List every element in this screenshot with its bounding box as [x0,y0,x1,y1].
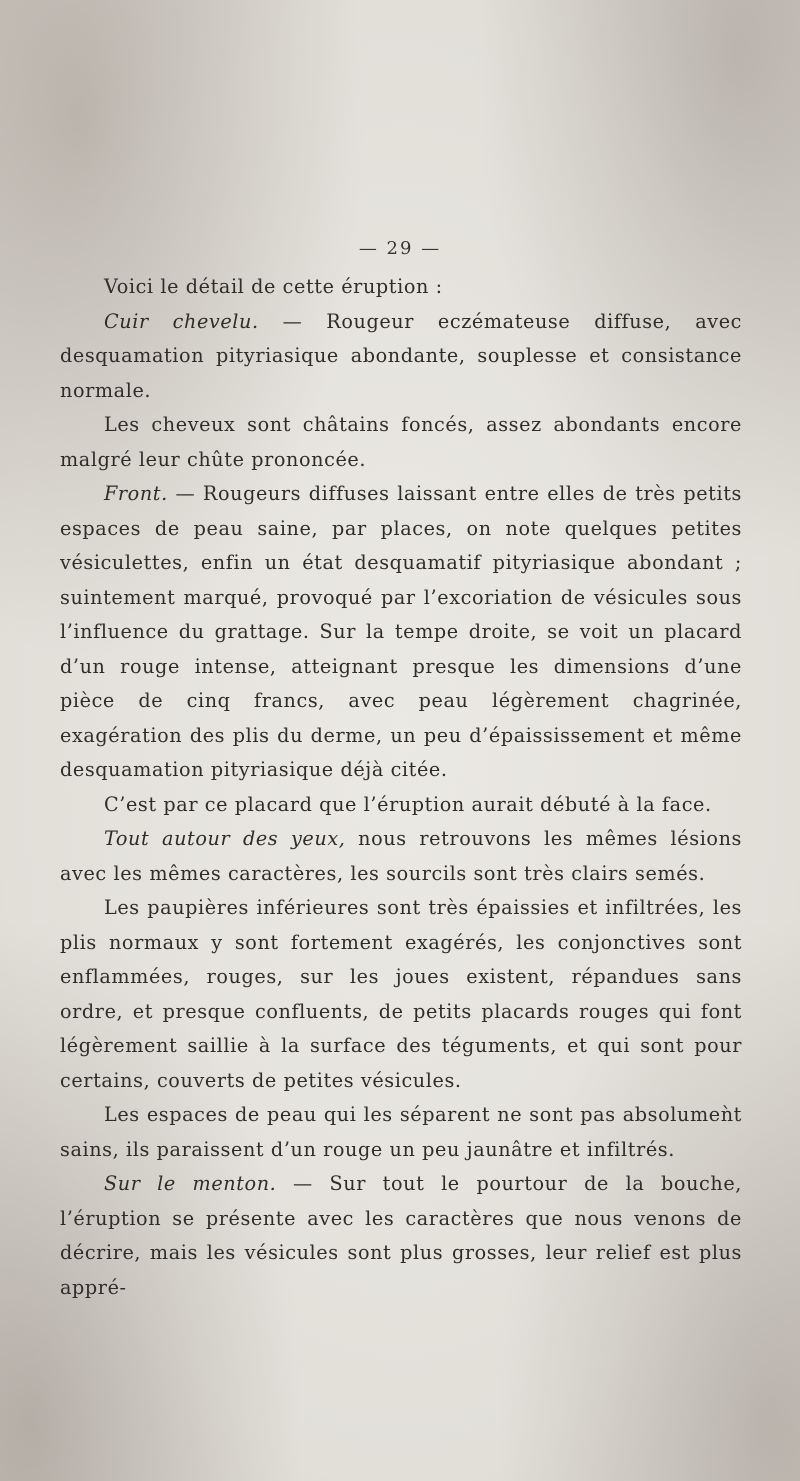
paragraph-menton [60,1167,742,1305]
paragraph-text: Les paupières inférieures sont très épaissies et infiltrées, les plis normaux y sont fortement exagérés, les conjonctives sont enflammées, rouges, sur les joues existent, répandues sans ordre, et presque confluents, de petits placards rouges qui font légèrement saillie à la surface des téguments, et qui sont pour certains, couverts de petites vésicules. [60,896,742,1092]
paragraph-intro [60,270,742,305]
paragraph-cuir-chevelu [60,305,742,409]
paragraph-text: — Rougeur eczémateuse diffuse, avec desquamation pityriasique abondante, souplesse et consistance normale. [60,309,742,402]
paragraph-text: Les cheveux sont châtains foncés, assez abondants encore malgré leur chûte prononcée. [60,413,742,471]
paragraph-text: C’est par ce placard que l’éruption aurait débuté à la face. [104,792,712,816]
section-lead-in: Cuir chevelu. [104,309,259,333]
section-lead-in: Sur le menton. [104,1172,277,1195]
paragraph-placard [60,788,742,823]
paragraph-paupieres [60,891,742,1098]
paragraph-front [60,477,742,788]
section-lead-in: Tout autour des yeux, [104,827,346,850]
paragraph-text: Voici le détail de cette éruption : [104,275,443,298]
paragraph-yeux [60,822,742,891]
paragraph-espaces [60,1098,742,1167]
paragraph-text: — Sur tout le pourtour de la bouche, l’éruption se présente avec les caractères que nous venons de décrire, mais les vésicules sont plus grosses, leur relief est plus appré- [60,1172,742,1299]
page-number: — 29 — [358,238,442,259]
section-lead-in: Front. [104,482,168,505]
paragraph-text: nous retrouvons les mêmes lésions avec les mêmes caractères, les sourcils sont très clairs semés. [60,827,742,885]
paragraph-text: Les espaces de peau qui les séparent ne sont pas absolumeǹt sains, ils paraissent d’un rouge un peu jaunâtre et infiltrés. [60,1103,742,1161]
paragraph-text: — Rougeurs diffuses laissant entre elles de très petits espaces de peau saine, par places, on note quelques petites vésiculettes, enfin un état desquamatif pityriasique abondant ; suintement marqué, provoqué par l’excoriation de vésicules sous l’influence du grattage. Sur la tempe droite, se voit un placard d’un rouge intense, atteignant presque les dimensions d’une pièce de cinq francs, avec peau légèrement chagrinée, exagération des plis du derme, un peu d’épaississement et même desquamation pityriasique déjà citée. [60,482,742,781]
paragraph-cheveux [60,408,742,477]
body-text [60,270,742,1305]
